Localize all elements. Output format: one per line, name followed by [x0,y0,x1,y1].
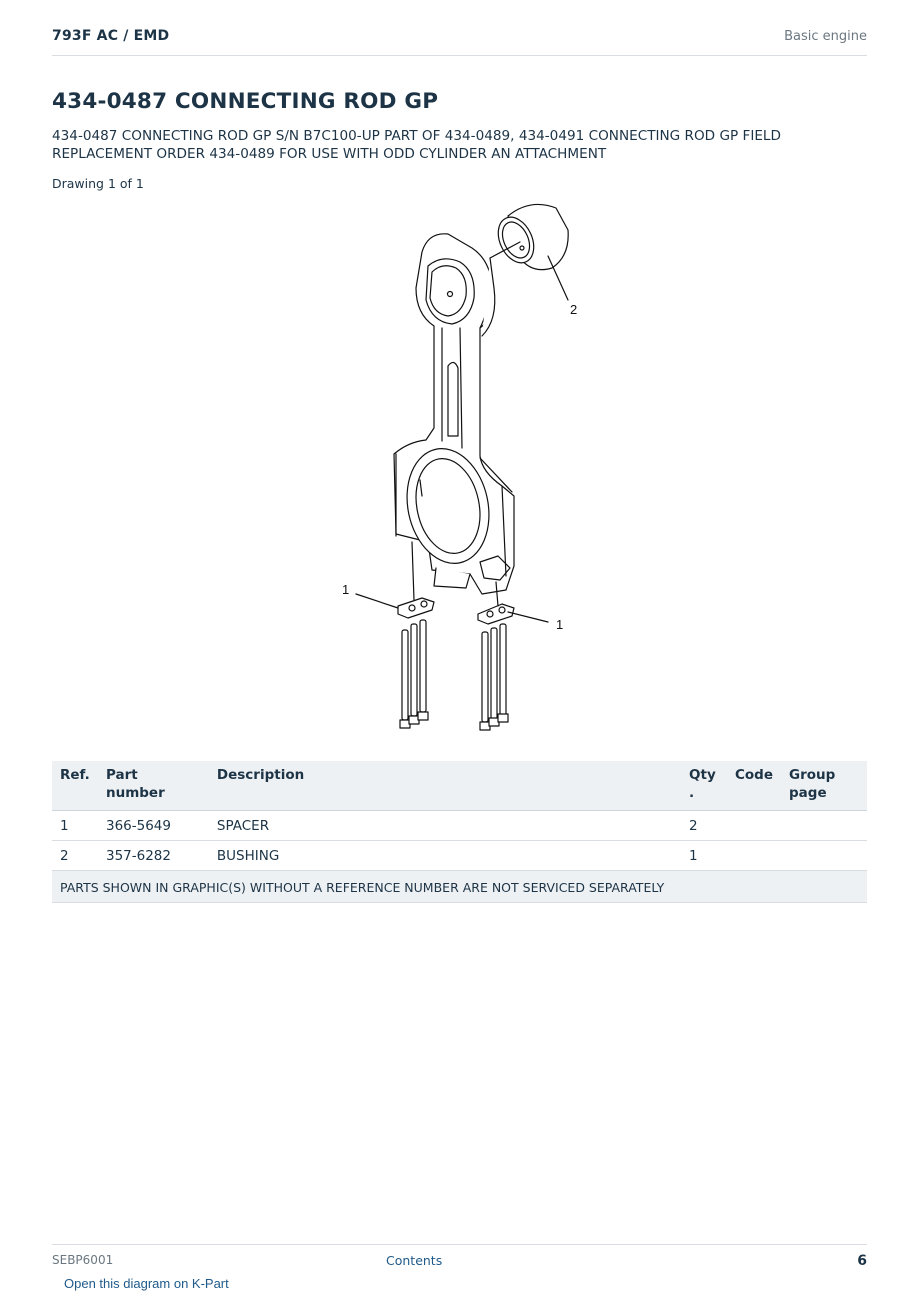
header-group-line1: Group [789,767,836,783]
parts-table-header [52,761,867,811]
drawing-label: Drawing 1 of 1 [52,176,144,191]
connecting-rod-illustration [330,196,590,741]
parts-table [52,761,867,903]
kpart-link[interactable]: Open this diagram on K-Part [64,1276,229,1291]
cell-code [727,841,781,871]
header-description: Description [209,761,681,811]
page-title: 434-0487 CONNECTING ROD GP [52,89,439,114]
callout-1-right: 1 [556,617,564,632]
header-qty [681,761,727,811]
cell-code [727,811,781,841]
cell-ref: 1 [52,811,98,841]
document-id: SEBP6001 [52,1253,114,1267]
header-part-number: Part number [98,761,209,811]
page-header [52,28,867,56]
header-ref: Ref. [52,761,98,811]
machine-model: 793F AC / EMD [52,28,170,44]
page-footer [52,1244,867,1269]
spacer-right-drawing [478,604,514,624]
header-group-page [781,761,867,811]
table-note: PARTS SHOWN IN GRAPHIC(S) WITHOUT A REFERENCE NUMBER ARE NOT SERVICED SEPARATELY [52,871,867,903]
page-number: 6 [857,1253,867,1269]
section-name: Basic engine [784,29,867,44]
connecting-rod-drawing [394,234,514,594]
table-row [52,811,867,841]
table-note-row [52,871,867,903]
header-group-line2: page [789,784,827,801]
group-description: 434-0487 CONNECTING ROD GP S/N B7C100-UP PART OF 434-0489, 434-0491 CONNECTING ROD GP FIELD REPLACEMENT ORDER 434-0489 FOR USE WITH ODD CYLINDER AN ATTACHMENT [52,128,781,162]
cell-group-page [781,811,867,841]
bolts-left-drawing [400,620,428,728]
contents-link[interactable]: Contents [386,1253,443,1268]
callout-2: 2 [570,302,578,317]
cell-part-number: 357-6282 [98,841,209,871]
cell-qty: 2 [681,811,727,841]
cell-description: SPACER [209,811,681,841]
bolts-right-drawing [480,624,508,730]
header-qty-line2: . [689,784,695,801]
cell-qty: 1 [681,841,727,871]
spacer-left-drawing [398,598,434,618]
cell-part-number: 366-5649 [98,811,209,841]
callout-1-left: 1 [342,582,350,597]
header-code: Code [727,761,781,811]
header-qty-line1: Qty [689,767,716,783]
table-row [52,841,867,871]
cell-group-page [781,841,867,871]
cell-ref: 2 [52,841,98,871]
bushing-drawing [491,204,568,269]
cell-description: BUSHING [209,841,681,871]
